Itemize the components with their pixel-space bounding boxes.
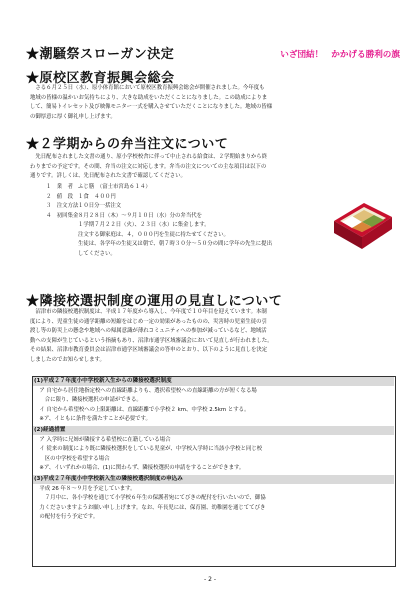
- rules-heading-2: (2)経過措置: [33, 426, 394, 435]
- rule-line: 合に限り、隣接校選択の申請ができる。: [34, 397, 142, 404]
- bento-box-illustration: [330, 197, 394, 255]
- paragraph-line: の御厚意に厚く御礼申し上げます。: [30, 113, 116, 120]
- rule-line: ※ア、イいずれかの場合、(1)に関わらず、隣接校選択の申請をすることができます。: [34, 465, 245, 472]
- order-item: [46, 193, 202, 203]
- rule-line: ア 自宅から居住地指定校への直線距離よりも、選択希望校への直線距離の方が短くなる場: [34, 388, 257, 394]
- paragraph-line: わりまでの予定です。その間、弁当の注文に対応します。弁当の注文についての主な項目は以下の: [30, 163, 267, 170]
- paragraph-line: して、簡易トイレセット及び映像モニター一式を購入させていただくことになりました。地域の皆様: [30, 104, 273, 111]
- paragraph-line: しましたのでお知らせします。: [30, 356, 105, 363]
- paragraph-line: してください。: [78, 250, 116, 257]
- rule-line: 平成 26 年８〜９月を予定しています。: [34, 486, 136, 492]
- paragraph-line: 先日配布されました文書の通り、原小学校校舎に伴って中止される給食は、２学期始まりから終: [30, 154, 268, 160]
- order-item-label: １ 業 者: [46, 184, 73, 190]
- rule-line: ア 入学時に兄姉が隣接する希望校に在籍している場合: [34, 437, 171, 443]
- paragraph-line: その結果、沼津市教育委員会は沼津市通学区域審議会の答申のとおり、以下のように見直しを決定: [30, 347, 268, 354]
- lunch-order-intro: [30, 153, 267, 182]
- order-item-value: ふじ膳 （富士市宮島６１４）: [78, 184, 151, 190]
- rule-line: ７月中に、各小学校を通じて小学校６年生の保護者宛にてびきの配付を行いたいので、御協: [34, 495, 266, 502]
- slogan-part-2: かかげる勝利の旗: [331, 50, 400, 60]
- rules-body-1: [34, 387, 257, 425]
- lunch-order-items: [46, 183, 202, 221]
- order-item-label: ２ 値 段: [46, 193, 73, 200]
- order-item: [46, 212, 202, 222]
- slogan-part-1: いざ団結！: [280, 50, 324, 60]
- rule-line: 力くださいますようお願い申し上げます。なお、年長児には、保育園、幼稚園を通じててびき: [34, 504, 266, 511]
- paragraph-line: 地域の皆様の温かいお気持ちにより、大きな助成をいただくことになりました。この助成によりま: [30, 94, 268, 101]
- paragraph-line: 通りです。詳しくは、先日配布された文書で確認してください。: [30, 173, 186, 180]
- lunch-order-heading: ★２学期からの弁当注文について: [26, 137, 229, 152]
- school-selection-text: [30, 308, 273, 366]
- order-item: [46, 183, 202, 193]
- rule-line: ※ア、イともに条件を満たすことが必要です。: [34, 416, 151, 423]
- rule-line: イ 自宅から希望校への上限距離は、直線距離で小学校２ km、中学校 2.5km とする。: [34, 406, 250, 413]
- school-selection-heading: ★隣接校選択制度の運用の見直しについて: [26, 294, 283, 309]
- order-item-label: ４ 初回集金: [46, 212, 79, 219]
- order-item: [46, 202, 202, 212]
- paragraph-line: 度により、児童生徒の通学距離の短縮をはじめ一定の効果があったものの、災害時の児童生徒の引: [30, 318, 267, 325]
- rule-line: 区の中学校を希望する場合: [34, 455, 110, 462]
- rule-line: の配付を行う予定です。: [34, 514, 99, 521]
- order-item-value: ８月２８日（木）〜９月１０日（水）分の弁当代を: [78, 212, 202, 219]
- order-item-value: １食 ４００円: [78, 193, 116, 200]
- rules-body-2: [34, 436, 262, 474]
- rules-heading-1: (1)平成２７年度小中学校新入生からの隣接校選択制度: [33, 377, 394, 386]
- paragraph-line: 注文する御家庭は、４，０００円を生徒に持たせてください。: [78, 231, 229, 238]
- page-number: - 2 -: [204, 576, 216, 583]
- order-item-value: １０日分一括注文: [78, 203, 122, 210]
- education-meeting-text: [30, 84, 272, 122]
- lunch-order-collection-details: [78, 221, 272, 259]
- rule-line: イ 従来の制度により既に隣接校選択をしている児童が、中学校入学時に当該小学校と同じ校: [34, 446, 263, 453]
- paragraph-line: 生徒は、各学年の生徒又は朝で、朝７時３０分〜５０分の間に学年の先生に提出: [78, 241, 272, 248]
- paragraph-line: １学期７月２２日（火）、２３日（水）に集金します。: [78, 222, 210, 228]
- education-meeting-heading: ★原校区教育振興会総会: [26, 71, 175, 86]
- paragraph-line: 渡し等の防災上の懸念や地域への帰属意識が薄れコミュニティへの参加が減っているなど、地域活: [30, 328, 267, 335]
- paragraph-line: 沼津市の隣接校選択制度は、平成１７年度から導入し、今年度で１０年目を迎えています。本制: [30, 309, 267, 315]
- rules-body-3: [34, 485, 266, 523]
- paragraph-line: 動への支障が生じているという指摘もあり、沼津市通学区域審議会において見直しが行われました。: [30, 337, 273, 344]
- rules-heading-3: (3)平成２７年度小中学校新入生の隣接校選択制度の申込み: [33, 475, 394, 484]
- festival-slogan: [280, 48, 400, 60]
- paragraph-line: さる６月２５日（水）、原小体育館において原校区教育振興会総会が開催されました。今年度も: [30, 85, 265, 91]
- order-item-label: ３ 注文方法: [46, 203, 79, 210]
- slogan-heading: ★潮騒祭スローガン決定: [26, 47, 175, 62]
